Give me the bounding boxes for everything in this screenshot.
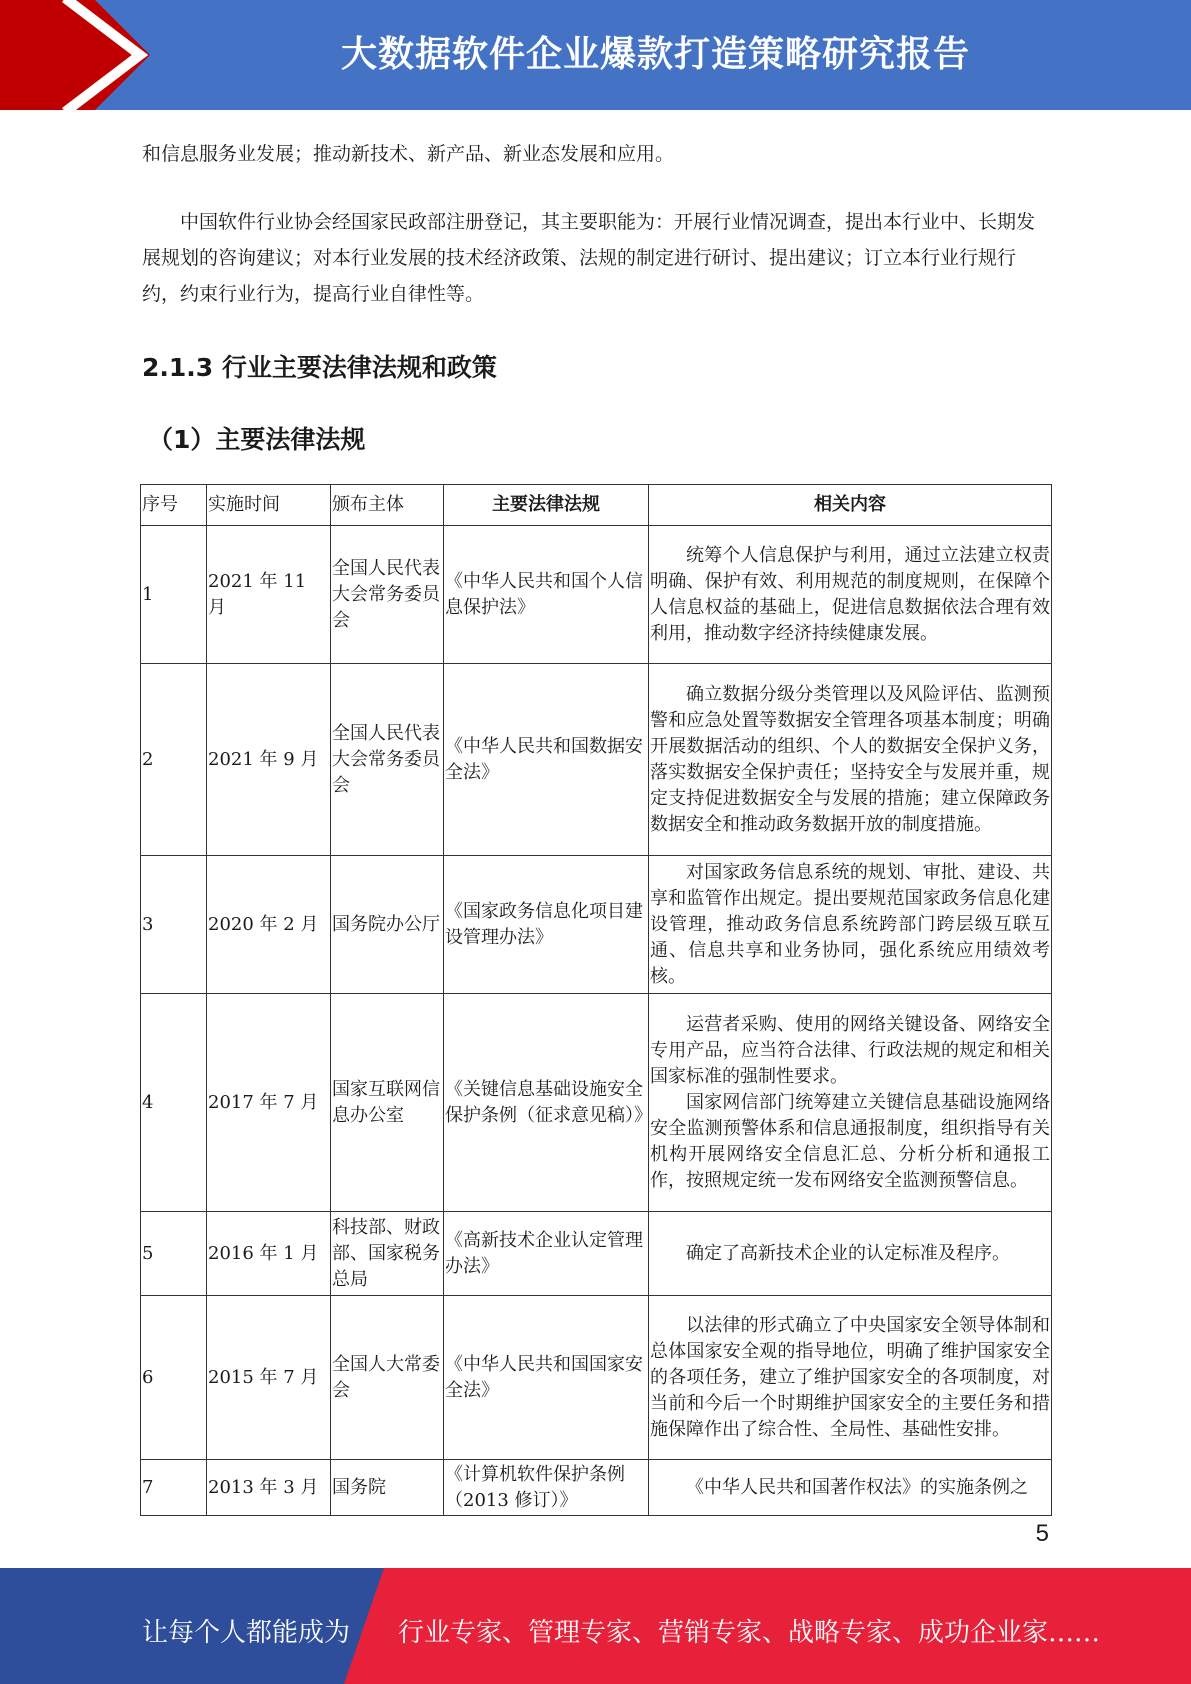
cell-date: 2021 年 11 月: [207, 526, 331, 664]
cell-no: 5: [141, 1212, 207, 1296]
cell-law: 《计算机软件保护条例（2013 修订）》: [444, 1460, 649, 1516]
table-row: [141, 1212, 1052, 1296]
table-row: [141, 526, 1052, 664]
header-law: 主要法律法规: [444, 485, 649, 526]
header-no: 序号: [141, 485, 207, 526]
cell-date: 2017 年 7 月: [207, 994, 331, 1212]
section-heading: 2.1.3 行业主要法律法规和政策: [142, 353, 497, 382]
table-row: [141, 994, 1052, 1212]
cell-content: 《中华人民共和国著作权法》的实施条例之: [649, 1460, 1052, 1516]
cell-date: 2020 年 2 月: [207, 856, 331, 994]
cell-issuer: 国务院: [331, 1460, 444, 1516]
header-date: 实施时间: [207, 485, 331, 526]
footer-slogan-right: 行业专家、管理专家、营销专家、战略专家、成功企业家……: [398, 1618, 1101, 1648]
cell-content: 确立数据分级分类管理以及风险评估、监测预警和应急处置等数据安全管理各项基本制度；明确开展数据活动的组织、个人的数据安全保护义务，落实数据安全保护责任；坚持安全与发展并重，规定支持促进数据安全与发展的措施；建立保障政务数据安全和推动政务数据开放的制度措施。: [649, 664, 1052, 856]
cell-content-para-2: 国家网信部门统筹建立关键信息基础设施网络安全监测预警体系和信息通报制度，组织指导有关机构开展网络安全信息汇总、分析分析和通报工作，按照规定统一发布网络安全监测预警信息。: [650, 1091, 1050, 1191]
cell-law: 《国家政务信息化项目建设管理办法》: [444, 856, 649, 994]
cell-law: 《关键信息基础设施安全保护条例（征求意见稿）》: [444, 994, 649, 1212]
table-row: [141, 664, 1052, 856]
cell-issuer: 国务院办公厅: [331, 856, 444, 994]
cell-content: 以法律的形式确立了中央国家安全领导体制和总体国家安全观的指导地位，明确了维护国家安全的各项任务，建立了维护国家安全的各项制度，对当前和今后一个时期维护国家安全的主要任务和措施保障作出了综合性、全局性、基础性安排。: [649, 1296, 1052, 1460]
table-row: [141, 1296, 1052, 1460]
cell-no: 4: [141, 994, 207, 1212]
cell-issuer: 科技部、财政部、国家税务总局: [331, 1212, 444, 1296]
cell-content: 对国家政务信息系统的规划、审批、建设、共享和监管作出规定。提出要规范国家政务信息化建设管理，推动政务信息系统跨部门跨层级互联互通、信息共享和业务协同，强化系统应用绩效考核。: [649, 856, 1052, 994]
subsection-heading: （1）主要法律法规: [148, 425, 366, 454]
cell-no: 3: [141, 856, 207, 994]
table-row: [141, 1460, 1052, 1516]
page-number: 5: [1035, 1520, 1049, 1547]
cell-issuer: 全国人大常委会: [331, 1296, 444, 1460]
footer-slogan-left: 让每个人都能成为: [142, 1618, 351, 1648]
cell-law: 《中华人民共和国数据安全法》: [444, 664, 649, 856]
cell-no: 7: [141, 1460, 207, 1516]
cell-date: 2015 年 7 月: [207, 1296, 331, 1460]
paragraph-1: 和信息服务业发展；推动新技术、新产品、新业态发展和应用。: [142, 143, 675, 165]
cell-content-para-1: 运营者采购、使用的网络关键设备、网络安全专用产品，应当符合法律、行政法规的规定和相关国家标准的强制性要求。: [650, 1013, 1050, 1087]
cell-issuer: 国家互联网信息办公室: [331, 994, 444, 1212]
cell-date: 2013 年 3 月: [207, 1460, 331, 1516]
cell-date: 2021 年 9 月: [207, 664, 331, 856]
cell-no: 2: [141, 664, 207, 856]
cell-no: 1: [141, 526, 207, 664]
cell-content: 统筹个人信息保护与利用，通过立法建立权责明确、保护有效、利用规范的制度规则，在保障个人信息权益的基础上，促进信息数据依法合理有效利用，推动数字经济持续健康发展。: [649, 526, 1052, 664]
report-title: 大数据软件企业爆款打造策略研究报告: [340, 34, 970, 75]
cell-issuer: 全国人民代表大会常务委员会: [331, 526, 444, 664]
cell-issuer: 全国人民代表大会常务委员会: [331, 664, 444, 856]
cell-content: 确定了高新技术企业的认定标准及程序。: [649, 1212, 1052, 1296]
laws-table: [140, 484, 1052, 1516]
cell-law: 《高新技术企业认定管理办法》: [444, 1212, 649, 1296]
cell-date: 2016 年 1 月: [207, 1212, 331, 1296]
cell-content: [649, 994, 1052, 1212]
cell-law: 《中华人民共和国国家安全法》: [444, 1296, 649, 1460]
header-content: 相关内容: [649, 485, 1052, 526]
header-issuer: 颁布主体: [331, 485, 444, 526]
cell-law: 《中华人民共和国个人信息保护法》: [444, 526, 649, 664]
paragraph-2: 中国软件行业协会经国家民政部注册登记，其主要职能为：开展行业情况调查，提出本行业中、长期发展规划的咨询建议；对本行业发展的技术经济政策、法规的制定进行研讨、提出建议；订立本行业行规行约，约束行业行为，提高行业自律性等。: [142, 211, 1036, 305]
cell-no: 6: [141, 1296, 207, 1460]
table-row: [141, 856, 1052, 994]
table-header-row: [141, 485, 1052, 526]
